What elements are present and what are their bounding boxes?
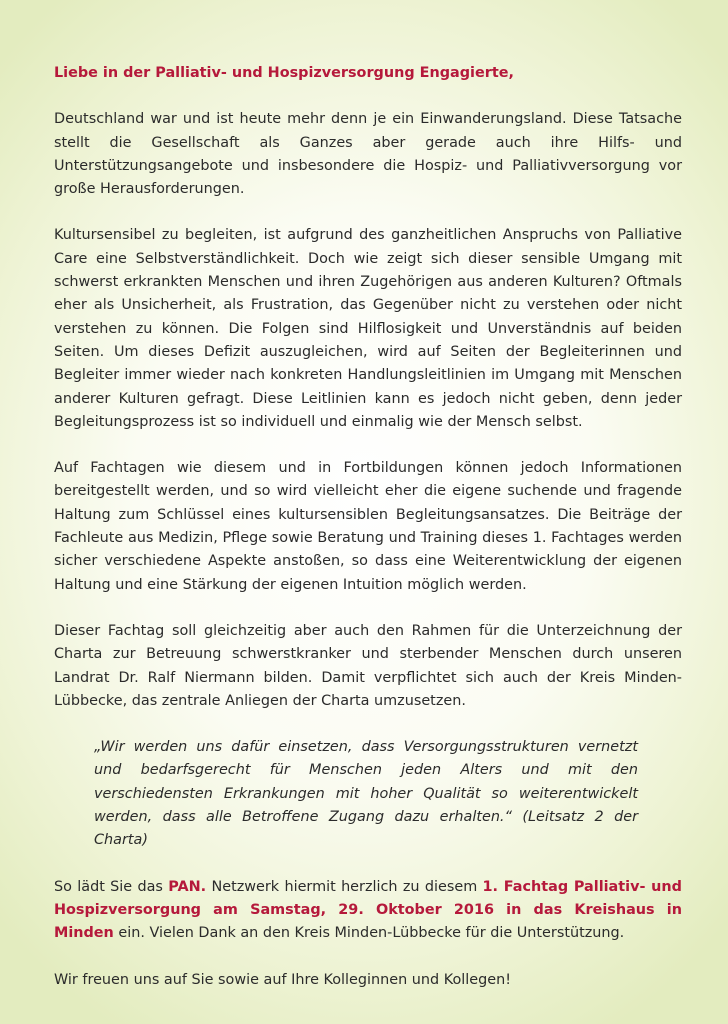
invitation-text-1: So lädt Sie das xyxy=(54,878,169,895)
charter-quote: „Wir werden uns dafür einsetzen, dass Versorgungsstrukturen vernetzt und bedarfsgerecht für Menschen jeden Alters und mit den verschiedensten Erkrankungen mit hoher Qualität so weiterentwickelt werden, dass alle Betroffene Zugang dazu erhalten.“ (Leitsatz 2 der Charta) xyxy=(94,739,638,849)
paragraph-cultural-sensitivity: Kultursensibel zu begleiten, ist aufgrund des ganzheitlichen Anspruchs von Palliative Care eine Selbstverständlichkeit. Doch wie zeigt sich dieser sensible Umgang mit schwerst erkrankten Menschen und ihren Zugehörigen aus anderen Kulturen? Oftmals eher als Unsicherheit, als Frustration, das Gegenüber nicht zu verstehen oder nicht verstehen zu können. Die Folgen sind Hilflosigkeit und Unverständnis auf beiden Seiten. Um dieses Defizit auszugleichen, wird auf Seiten der Begleiterinnen und Begleiter immer wieder nach konkreten Handlungsleitlinien im Umgang mit Menschen anderer Kulturen gefragt. Diese Leitlinien kann es jedoch nicht geben, denn jeder Begleitungsprozess ist so individuell und einmalig wie der Mensch selbst. xyxy=(54,227,682,430)
paragraph-immigration: Deutschland war und ist heute mehr denn je ein Einwanderungsland. Diese Tatsache stellt die Gesellschaft als Ganzes aber gerade auch ihre Hilfs- und Unterstützungsangebote und insbesondere die Hospiz- und Palliativversorgung vor große Herausforderungen. xyxy=(54,111,682,198)
paragraph-conference-topics: Auf Fachtagen wie diesem und in Fortbildungen können jedoch Informationen bereitgestellt werden, und so wird vielleicht eher die eigene suchende und fragende Haltung zum Schlüssel eines kultursensiblen Begleitungsansatzes. Die Beiträge der Fachleute aus Medizin, Pflege sowie Beratung und Training dieses 1. Fachtages werden sicher verschiedene Aspekte anstoßen, so dass eine Weiterentwicklung der eigenen Haltung und eine Stärkung der eigenen Intuition möglich werden. xyxy=(54,460,682,593)
organization-name: PAN. xyxy=(168,878,207,895)
paragraph-invitation xyxy=(54,876,682,946)
closing-line: Wir freuen uns auf Sie sowie auf Ihre Kolleginnen und Kollegen! xyxy=(54,971,512,988)
invitation-text-3: ein. Vielen Dank an den Kreis Minden-Lübbecke für die Unterstützung. xyxy=(113,925,625,942)
letter-page xyxy=(54,62,682,992)
greeting-heading: Liebe in der Palliativ- und Hospizversorgung Engagierte, xyxy=(54,65,514,81)
invitation-text-2: Netzwerk hiermit herzlich zu diesem xyxy=(206,878,483,895)
event-details: 1. Fachtag Palliativ- und Hospizversorgung am Samstag, 29. Oktober 2016 in das Kreishaus in Minden xyxy=(54,878,682,942)
paragraph-charter-signing: Dieser Fachtag soll gleichzeitig aber auch den Rahmen für die Unterzeichnung der Charta zur Betreuung schwerstkranker und sterbender Menschen durch unseren Landrat Dr. Ralf Niermann bilden. Damit verpflichtet sich auch der Kreis Minden-Lübbecke, das zentrale Anliegen der Charta umzusetzen. xyxy=(54,622,682,709)
